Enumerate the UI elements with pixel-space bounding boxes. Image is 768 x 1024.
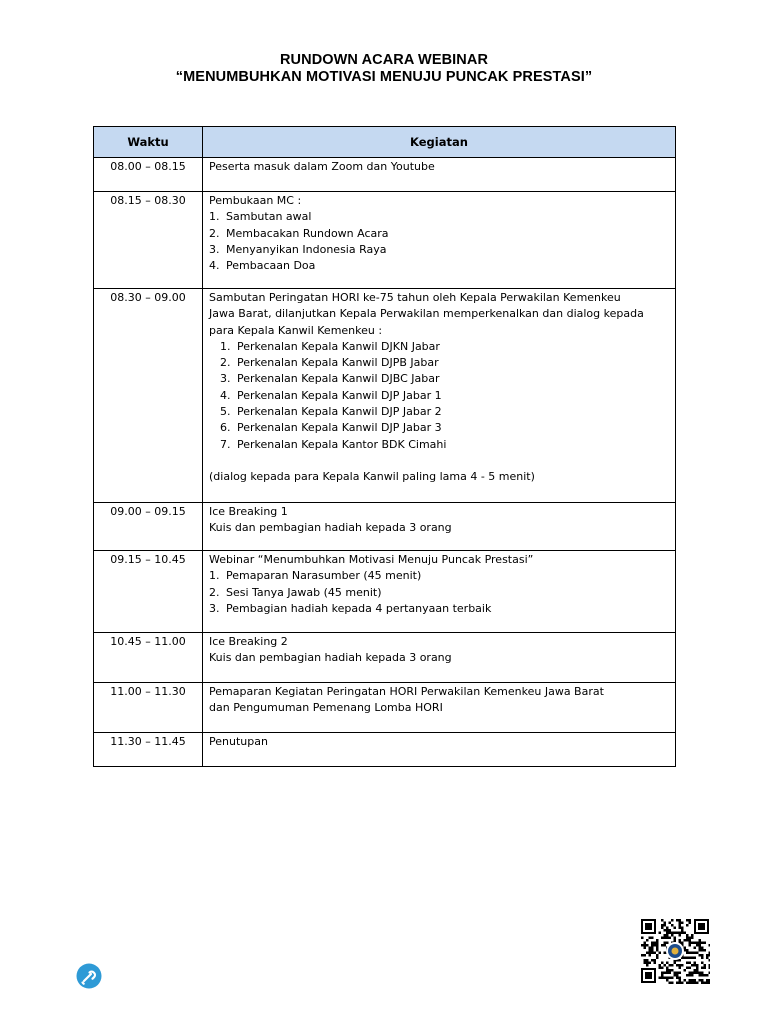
activity-cell <box>203 733 676 767</box>
list-item: 6. Perkenalan Kepala Kanwil DJP Jabar 3 <box>220 421 442 435</box>
activity-cell <box>203 551 676 633</box>
table-row <box>94 733 676 767</box>
activity-line: Kuis dan pembagian hadiah kepada 3 orang <box>209 651 452 665</box>
table-header-row <box>94 127 676 158</box>
list-item: 3. Perkenalan Kepala Kanwil DJBC Jabar <box>220 372 440 386</box>
activity-cell <box>203 289 676 503</box>
header-kegiatan: Kegiatan <box>203 127 676 158</box>
list-item: 1. Perkenalan Kepala Kanwil DJKN Jabar <box>220 339 440 353</box>
list-item: 3. Pembagian hadiah kepada 4 pertanyaan terbaik <box>209 601 492 615</box>
time-cell: 10.45 – 11.00 <box>94 633 203 683</box>
activity-line: dan Pengumuman Pemenang Lomba HORI <box>209 701 443 715</box>
list-item-text: Perkenalan Kepala Kanwil DJPB Jabar <box>237 356 439 370</box>
activity-line: Peserta masuk dalam Zoom dan Youtube <box>209 160 435 173</box>
list-item-text: Perkenalan Kepala Kanwil DJKN Jabar <box>237 339 440 353</box>
list-item: 3. Menyanyikan Indonesia Raya <box>209 242 387 256</box>
activity-line: Sambutan Peringatan HORI ke-75 tahun oleh Kepala Perwakilan Kemenkeu <box>209 291 621 304</box>
activity-line: para Kepala Kanwil Kemenkeu : <box>209 323 383 337</box>
time-cell: 08.15 – 08.30 <box>94 192 203 289</box>
list-item-text: Menyanyikan Indonesia Raya <box>226 242 387 256</box>
list-item: 2. Sesi Tanya Jawab (45 menit) <box>209 585 382 599</box>
table-row <box>94 158 676 192</box>
list-item: 2. Perkenalan Kepala Kanwil DJPB Jabar <box>220 356 439 370</box>
activity-cell <box>203 192 676 289</box>
time-cell: 09.00 – 09.15 <box>94 503 203 551</box>
list-item-text: Perkenalan Kepala Kantor BDK Cimahi <box>237 437 447 451</box>
rundown-table <box>93 126 676 767</box>
list-item-text: Membacakan Rundown Acara <box>226 226 389 240</box>
list-item-text: Perkenalan Kepala Kanwil DJP Jabar 3 <box>237 421 442 435</box>
list-item-text: Perkenalan Kepala Kanwil DJBC Jabar <box>237 372 440 386</box>
table-row <box>94 289 676 503</box>
activity-line: Pemaparan Kegiatan Peringatan HORI Perwakilan Kemenkeu Jawa Barat <box>209 685 604 698</box>
table-row <box>94 683 676 733</box>
list-item-text: Pembagian hadiah kepada 4 pertanyaan terbaik <box>226 601 492 615</box>
table-row <box>94 551 676 633</box>
table-row <box>94 503 676 551</box>
activity-line: Webinar “Menumbuhkan Motivasi Menuju Puncak Prestasi” <box>209 553 534 566</box>
list-item: 4. Perkenalan Kepala Kanwil DJP Jabar 1 <box>220 388 442 402</box>
activity-line: Ice Breaking 1 <box>209 505 288 518</box>
document-title <box>0 52 768 86</box>
activity-line: Jawa Barat, dilanjutkan Kepala Perwakilan memperkenalkan dan dialog kepada <box>209 307 644 321</box>
activity-line: Pembukaan MC : <box>209 194 302 207</box>
list-item: 4. Pembacaan Doa <box>209 259 316 273</box>
activity-cell <box>203 683 676 733</box>
title-line-2: “MENUMBUHKAN MOTIVASI MENUJU PUNCAK PRESTASI” <box>175 69 593 85</box>
activity-line: Kuis dan pembagian hadiah kepada 3 orang <box>209 521 452 535</box>
list-item-text: Sesi Tanya Jawab (45 menit) <box>226 585 382 599</box>
activity-line: Penutupan <box>209 735 268 748</box>
list-item-text: Sambutan awal <box>226 210 312 224</box>
header-waktu: Waktu <box>94 127 203 158</box>
table-row <box>94 633 676 683</box>
activity-cell <box>203 633 676 683</box>
list-item: 1. Sambutan awal <box>209 210 312 224</box>
list-item-text: Perkenalan Kepala Kanwil DJP Jabar 2 <box>237 405 442 419</box>
list-item: 2. Membacakan Rundown Acara <box>209 226 389 240</box>
time-cell: 11.30 – 11.45 <box>94 733 203 767</box>
activity-cell <box>203 158 676 192</box>
table-row <box>94 192 676 289</box>
activity-cell <box>203 503 676 551</box>
time-cell: 08.00 – 08.15 <box>94 158 203 192</box>
list-item-text: Pembacaan Doa <box>226 259 316 273</box>
list-item-text: Pemaparan Narasumber (45 menit) <box>226 569 422 583</box>
list-item: 1. Pemaparan Narasumber (45 menit) <box>209 569 422 583</box>
list-item-text: Perkenalan Kepala Kanwil DJP Jabar 1 <box>237 388 442 402</box>
time-cell: 08.30 – 09.00 <box>94 289 203 503</box>
title-line-1: RUNDOWN ACARA WEBINAR <box>279 52 489 68</box>
time-cell: 09.15 – 10.45 <box>94 551 203 633</box>
time-cell: 11.00 – 11.30 <box>94 683 203 733</box>
link-icon[interactable] <box>76 963 102 989</box>
activity-line: Ice Breaking 2 <box>209 635 288 648</box>
list-item: 5. Perkenalan Kepala Kanwil DJP Jabar 2 <box>220 405 442 419</box>
qr-code-icon <box>640 918 710 984</box>
list-item: 7. Perkenalan Kepala Kantor BDK Cimahi <box>220 437 447 451</box>
activity-note: (dialog kepada para Kepala Kanwil paling lama 4 - 5 menit) <box>209 469 535 483</box>
